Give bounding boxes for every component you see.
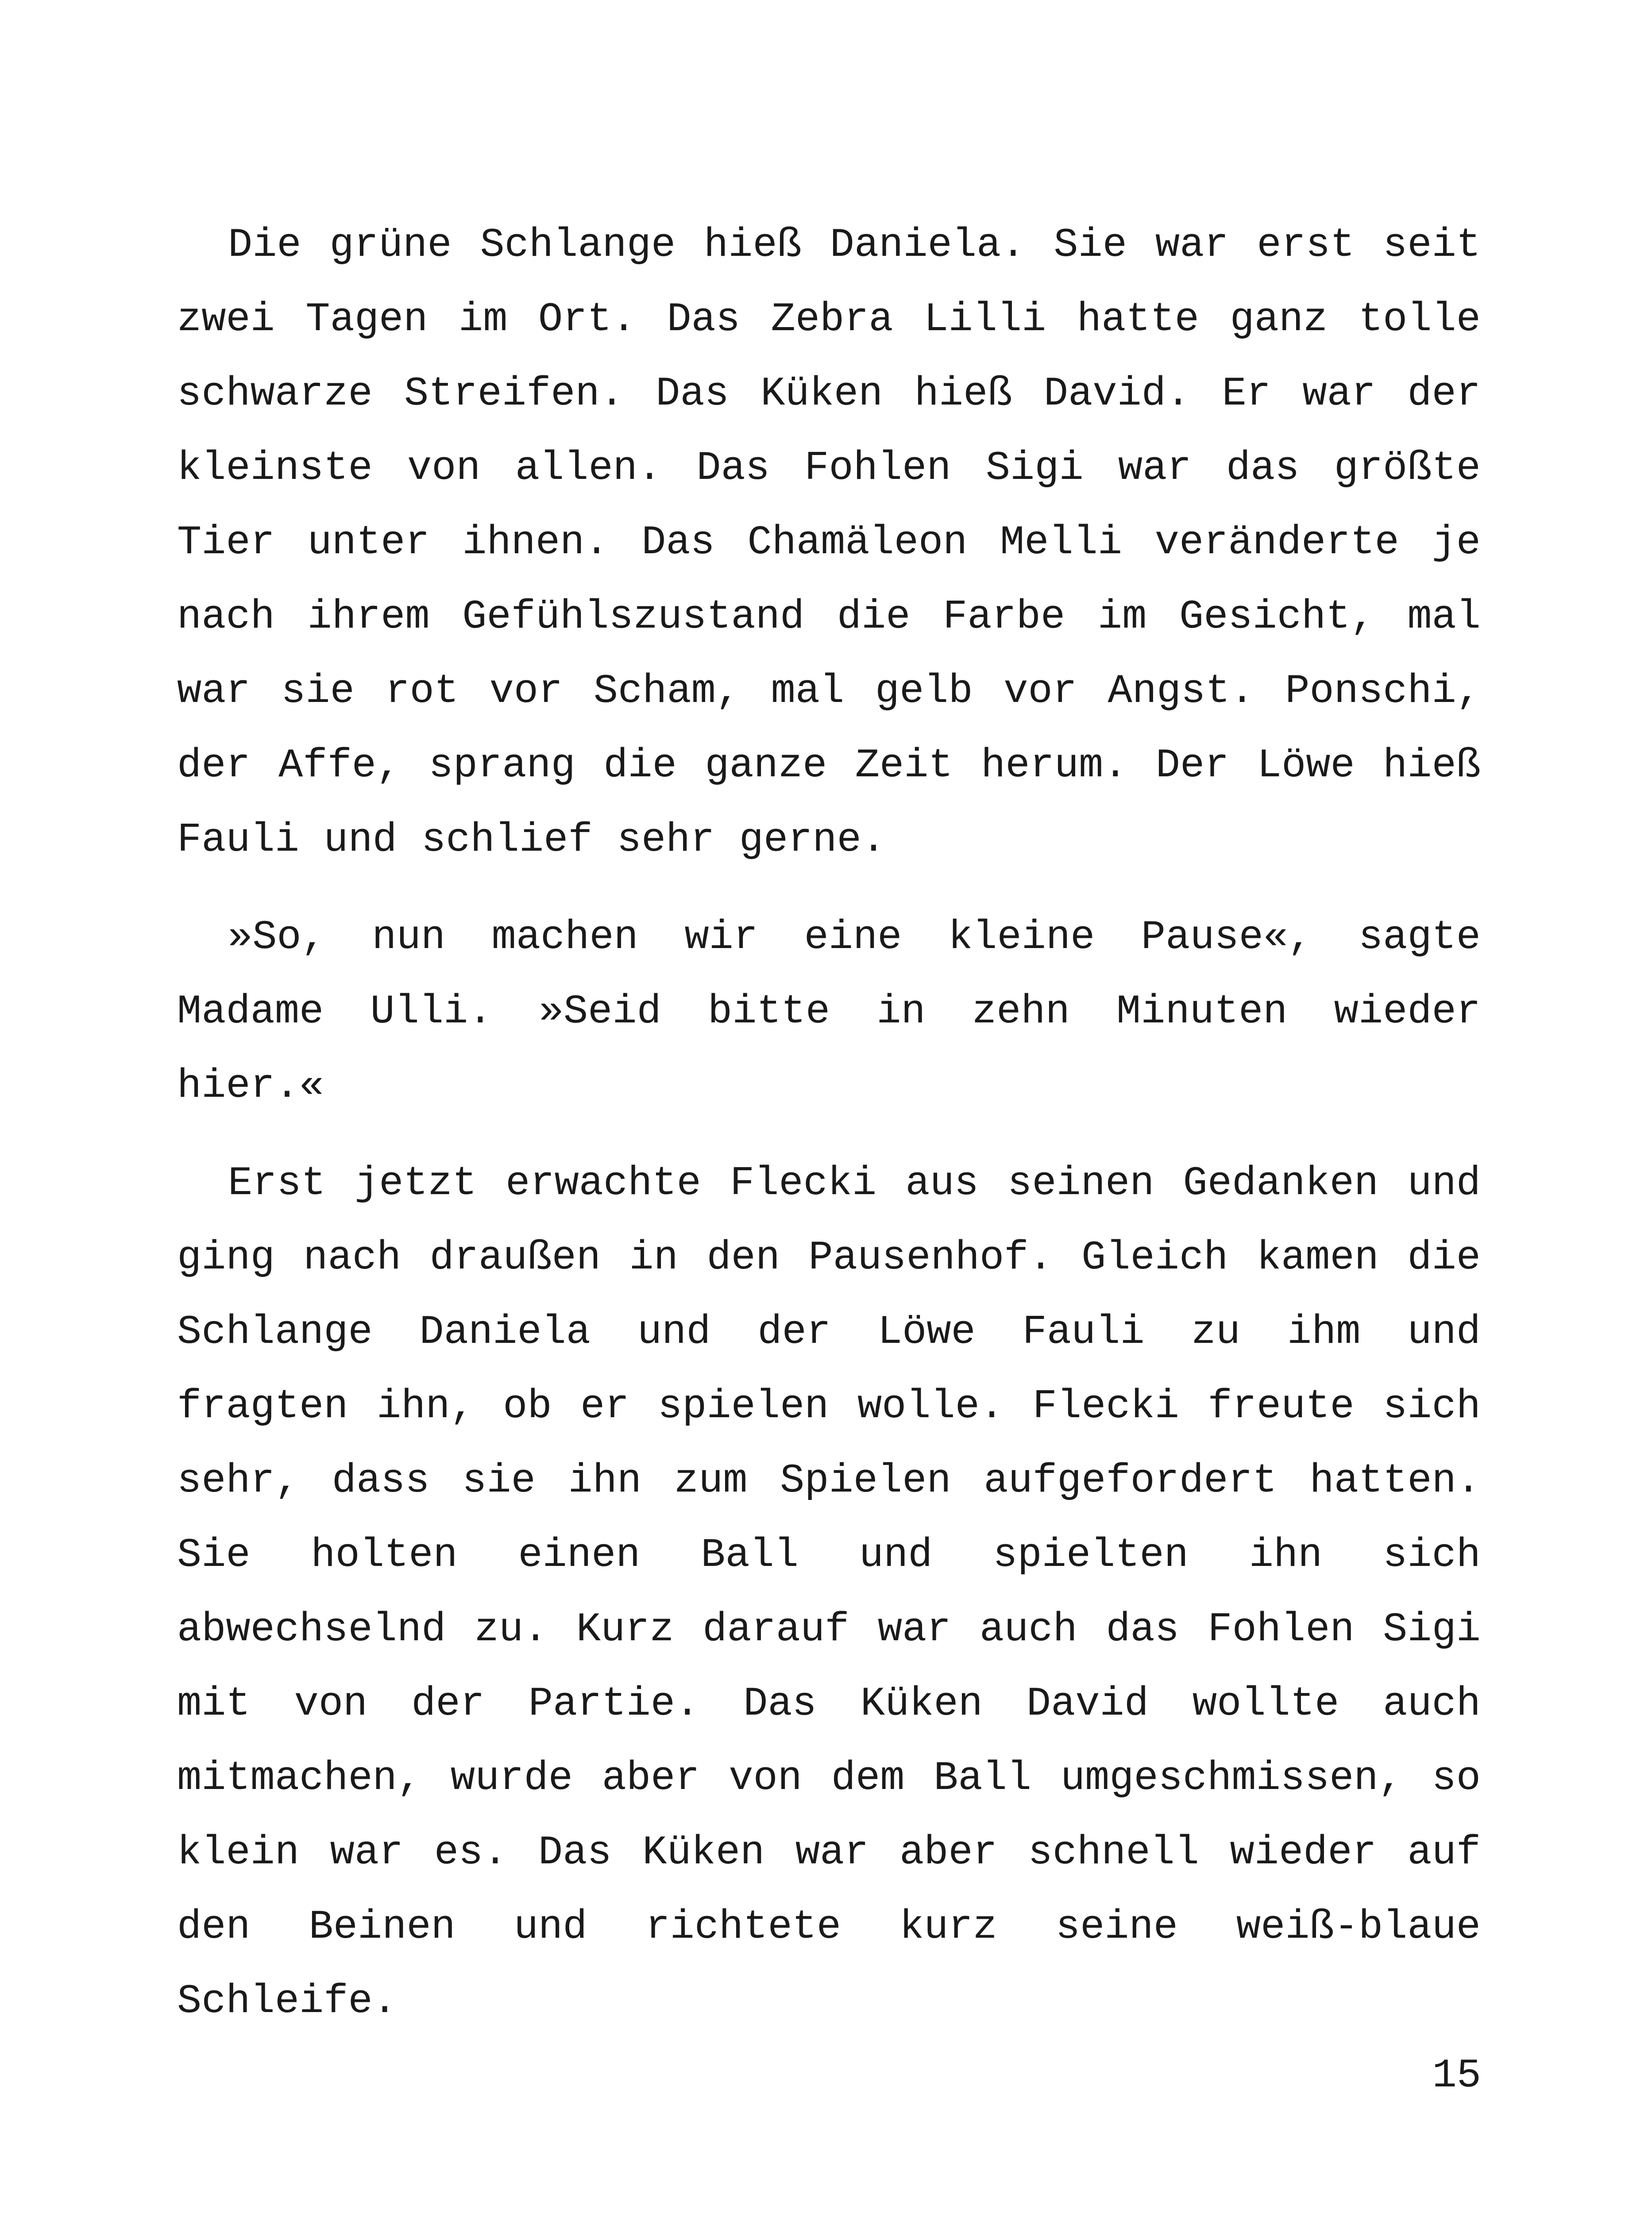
paragraph-3: Erst jetzt erwachte Flecki aus seinen Gedanken und ging nach draußen in den Pausenhof. Gleich kamen die Schlange Daniela und der Löwe Fauli zu ihm und fragten ihn, ob er spielen wolle. Flecki freute sich sehr, dass sie ihn zum Spielen aufgefordert hatten. Sie holten einen Ball und spielten ihn sich abwechselnd zu. Kurz darauf war auch das Fohlen Sigi mit von der Partie. Das Küken David wollte auch mitmachen, wurde aber von dem Ball umgeschmissen, so klein war es. Das Küken war aber schnell wieder auf den Beinen und richtete kurz seine weiß-blaue Schleife.	[177, 1160, 1481, 2024]
paragraph-1: Die grüne Schlange hieß Daniela. Sie war erst seit zwei Tagen im Ort. Das Zebra Lilli hatte ganz tolle schwarze Streifen. Das Küken hieß David. Er war der kleinste von allen. Das Fohlen Sigi war das größte Tier unter ihnen. Das Chamäleon Melli veränderte je nach ihrem Gefühlszustand die Farbe im Gesicht, mal war sie rot vor Scham, mal gelb vor Angst. Ponschi, der Affe, sprang die ganze Zeit herum. Der Löwe hieß Fauli und schlief sehr gerne.	[177, 222, 1481, 863]
page-number: 15	[1432, 2052, 1481, 2099]
paragraph-2: »So, nun machen wir eine kleine Pause«, sagte Madame Ulli. »Seid bitte in zehn Minuten wieder hier.«	[177, 914, 1481, 1109]
body-text	[177, 208, 1481, 2062]
